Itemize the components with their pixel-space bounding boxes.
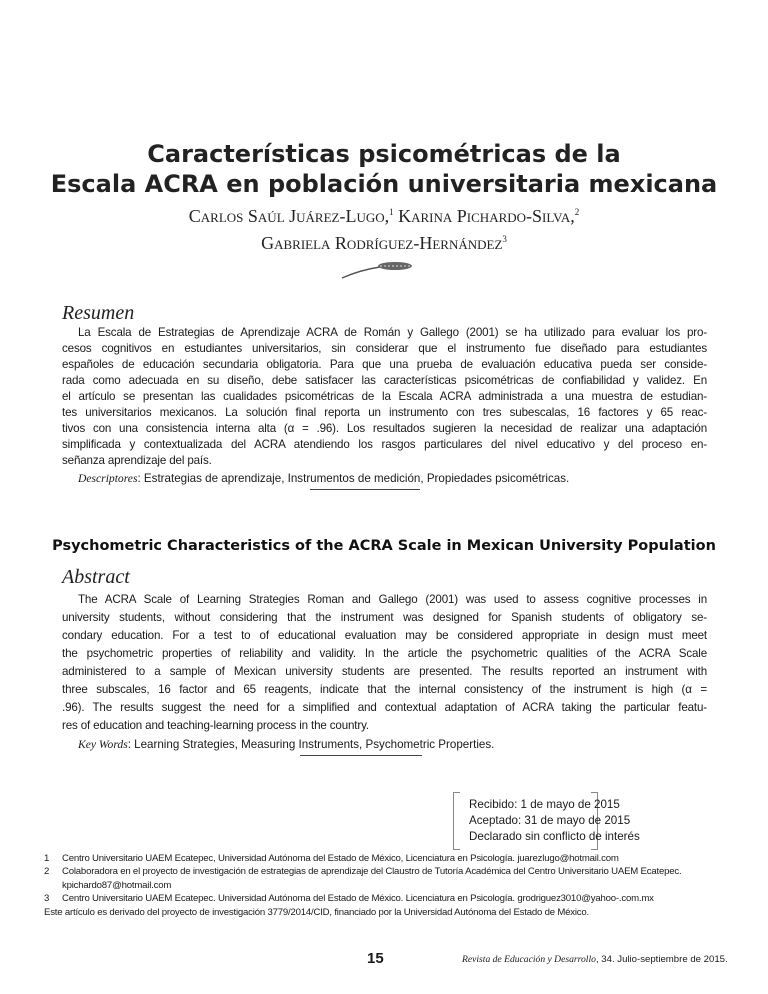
footnotes [44,852,724,919]
resumen-keywords [78,471,569,487]
paragraph-line: señanza aprendizaje del país. [62,454,212,467]
accepted-date: Aceptado: 31 de mayo de 2015 [469,814,631,827]
footnote-number: 2 [44,866,50,878]
footnote-number: 3 [44,893,50,905]
article-title [0,140,768,198]
keywords-text: : Estrategias de aprendizaje, Instrumentos de medición, Propiedades psicométricas. [137,472,570,485]
title-line: Escala ACRA en población universitaria mexicana [50,170,718,198]
keywords-label: Descriptores [78,472,138,485]
dates-box [453,792,640,848]
paragraph-line: The ACRA Scale of Learning Strategies Roman and Gallego (2001) was used to assess cognitive processes in [78,593,707,606]
paragraph-line: simplificada y contextualizada del ACRA atendiendo los rasgos particulares del nivel educativo y del proceso en- [62,438,707,451]
footnote [44,865,724,892]
authors-line [0,206,768,227]
abstract-heading: Abstract [62,566,130,588]
journal-citation [462,954,728,966]
paragraph-line: administered to a sample of Mexican university students are presented. The results reported an instrument with [62,665,707,678]
keywords-label: Key Words [78,738,128,751]
authors-line [0,233,768,254]
journal-name: Revista de Educación y Desarrollo [462,954,596,965]
paragraph-line: tivos con una consistencia interna alta (α = .96). Los resultados sugieren la necesidad de realizar una adaptación [62,422,707,435]
conflict-statement: Declarado sin conflicto de interés [469,830,640,843]
footnote-text: Colaboradora en el proyecto de investigación de estrategias de aprendizaje del Claustro de Tutoría Académica del Centro Universitario UAEM Ecatepec. kpichardo87@hotmail.com [62,866,682,891]
funding-note: Este artículo es derivado del proyecto de investigación 3779/2014/CID, financiado por la Universidad Autónoma del Estado de México. [44,906,589,918]
resumen-heading: Resumen [62,302,135,324]
journal-issue: , 34. Julio-septiembre de 2015. [595,954,728,965]
english-title: Psychometric Characteristics of the ACRA Scale in Mexican University Population [52,538,716,554]
author-footnote-ref: 3 [502,234,507,244]
author-footnote-ref: 1 [389,207,394,217]
keywords-text: : Learning Strategies, Measuring Instruments, Psychometric Properties. [127,738,495,751]
paragraph-line: La Escala de Estrategias de Aprendizaje ACRA de Román y Gallego (2001) se ha utilizado para evaluar los pro- [78,326,707,339]
divider [310,489,420,490]
footnote [44,892,724,905]
paragraph-line: el artículo se presentan las cualidades psicométricas de la Escala ACRA administrada a una muestra de estudian- [62,390,707,403]
paragraph-line: condary education. For a test to of educational evaluation may be considered appropriate in design must meet [62,629,707,642]
author-name: Gabriela Rodríguez-Hernández [261,233,503,253]
page-number: 15 [367,950,384,967]
paragraph-line: .96). The results suggest the need for a simplified and contextual adaptation of ACRA taking the particular featu- [62,701,707,714]
paragraph-line: three subscales, 16 factor and 65 reagents, indicate that the internal consistency of the instrument is high (α = [62,683,707,696]
paragraph-line: españoles de educación secundaria obligatoria. Para que una prueba de evaluación educativa pueda ser conside- [62,358,707,371]
abstract-keywords [78,737,494,753]
left-bracket [453,792,460,850]
footnote-text: Centro Universitario UAEM Ecatepec. Universidad Autónoma del Estado de México. Licenciatura en Psicología. grodriguez3010@yahoo-.com.mx [62,893,654,905]
paragraph-line: cesos cognitivos en estudiantes universitarios, sin considerar que el instrumento fue diseñado para estudiantes [62,342,707,355]
footnote-number: 1 [44,853,50,864]
author-footnote-ref: 2 [574,207,580,217]
paragraph-line: tes universitarios mexicanos. La solución final reporta un instrumento con tres subescalas, 16 factores y 65 reac- [62,406,707,419]
footnote-text: Centro Universitario UAEM Ecatepec, Universidad Autónoma del Estado de México, Licenciatura en Psicología. juarezlugo@hotmail.com [62,853,619,864]
abstract-paragraph [62,591,707,735]
paragraph-line: university students, without considering that the instrument was designed for Spanish students of obligatory se- [62,611,707,624]
title-line: Características psicométricas de la [147,140,621,168]
wheat-ornament-icon [340,258,420,280]
authors [0,206,768,254]
paragraph-line: res of education and teaching-learning process in the country. [62,719,369,732]
divider [300,755,422,756]
paragraph-line: the psychometric properties of reliability and validity. In the article the psychometric qualities of the ACRA Scale [62,647,707,660]
resumen-paragraph [62,325,707,469]
author-name: Carlos Saúl Juárez-Lugo, [188,206,390,226]
author-name: Karina Pichardo-Silva, [398,206,575,226]
received-date: Recibido: 1 de mayo de 2015 [469,798,620,811]
footnote [44,852,724,865]
paragraph-line: rada como adecuada en su diseño, debe satisfacer las características psicométricas de confiabilidad y validez. En [62,374,707,387]
